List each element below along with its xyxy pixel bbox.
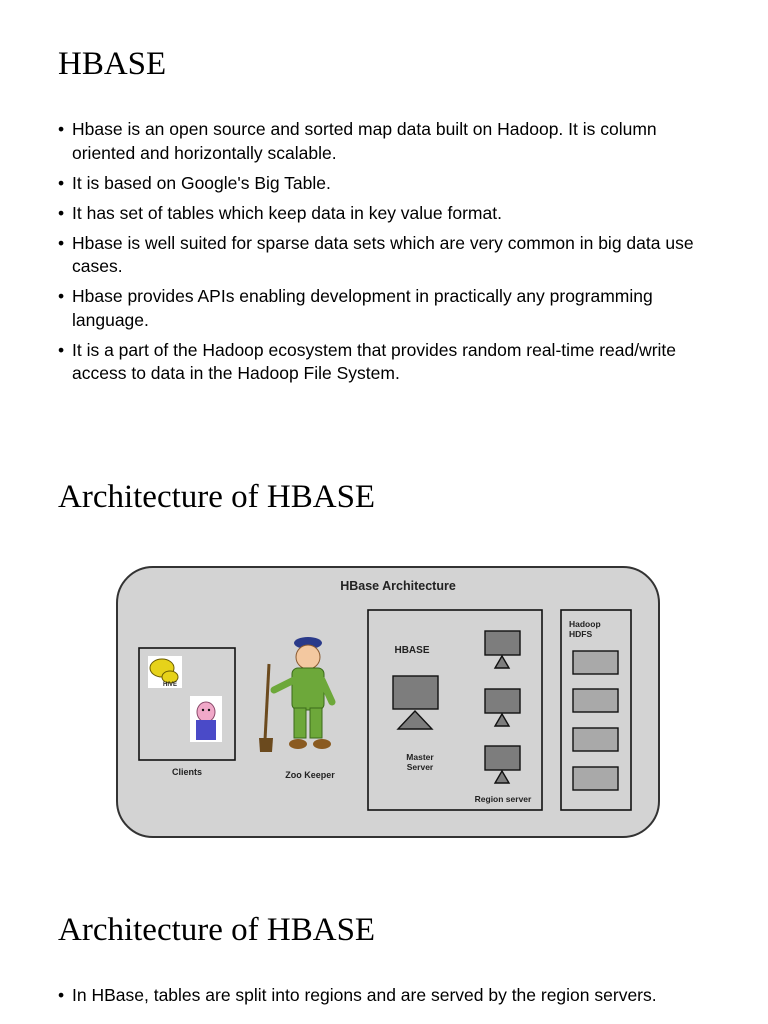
pig-logo-icon	[190, 696, 222, 742]
bullet-item: • Hbase provides APIs enabling development in practically any programming language.	[58, 285, 708, 332]
bullet-item: • Hbase is well suited for sparse data sets which are very common in big data use cases.	[58, 232, 708, 279]
hbase-label: HBASE	[394, 645, 430, 656]
hdfs-block	[573, 767, 618, 790]
bullet-item: • It is based on Google's Big Table.	[58, 172, 708, 196]
bullet-item: • Hbase is an open source and sorted map data built on Hadoop. It is column oriented and horizontally scalable.	[58, 118, 708, 165]
bullet-item: • In HBase, tables are split into regions and are served by the region servers.	[58, 984, 708, 1008]
hdfs-label-line1: Hadoop	[569, 619, 601, 629]
hdfs-block	[573, 689, 618, 712]
region-server-label: Region server	[474, 794, 532, 804]
hbase-architecture-diagram	[112, 562, 664, 842]
section-title-architecture: Architecture of HBASE	[58, 479, 376, 515]
master-label-line1: Master	[406, 752, 434, 762]
hbase-bullet-list	[58, 118, 708, 392]
bullet-item: • It has set of tables which keep data in key value format.	[58, 202, 708, 226]
hdfs-block	[573, 728, 618, 751]
hdfs-label-line2: HDFS	[569, 629, 593, 639]
master-label-line2: Server	[406, 762, 434, 772]
bullet-item: • It is a part of the Hadoop ecosystem that provides random real-time read/write access to data in the Hadoop File System.	[58, 339, 708, 386]
section-title-architecture-2: Architecture of HBASE	[58, 912, 376, 948]
section-title-hbase: HBASE	[58, 46, 167, 82]
svg-text:HIVE: HIVE	[162, 682, 178, 688]
hive-logo-icon	[148, 656, 182, 688]
zookeeper-label: Zoo Keeper	[285, 770, 335, 780]
diagram-title: HBase Architecture	[340, 579, 456, 593]
clients-label: Clients	[171, 767, 203, 777]
hdfs-block	[573, 651, 618, 674]
architecture-bullet-list	[58, 984, 708, 1014]
